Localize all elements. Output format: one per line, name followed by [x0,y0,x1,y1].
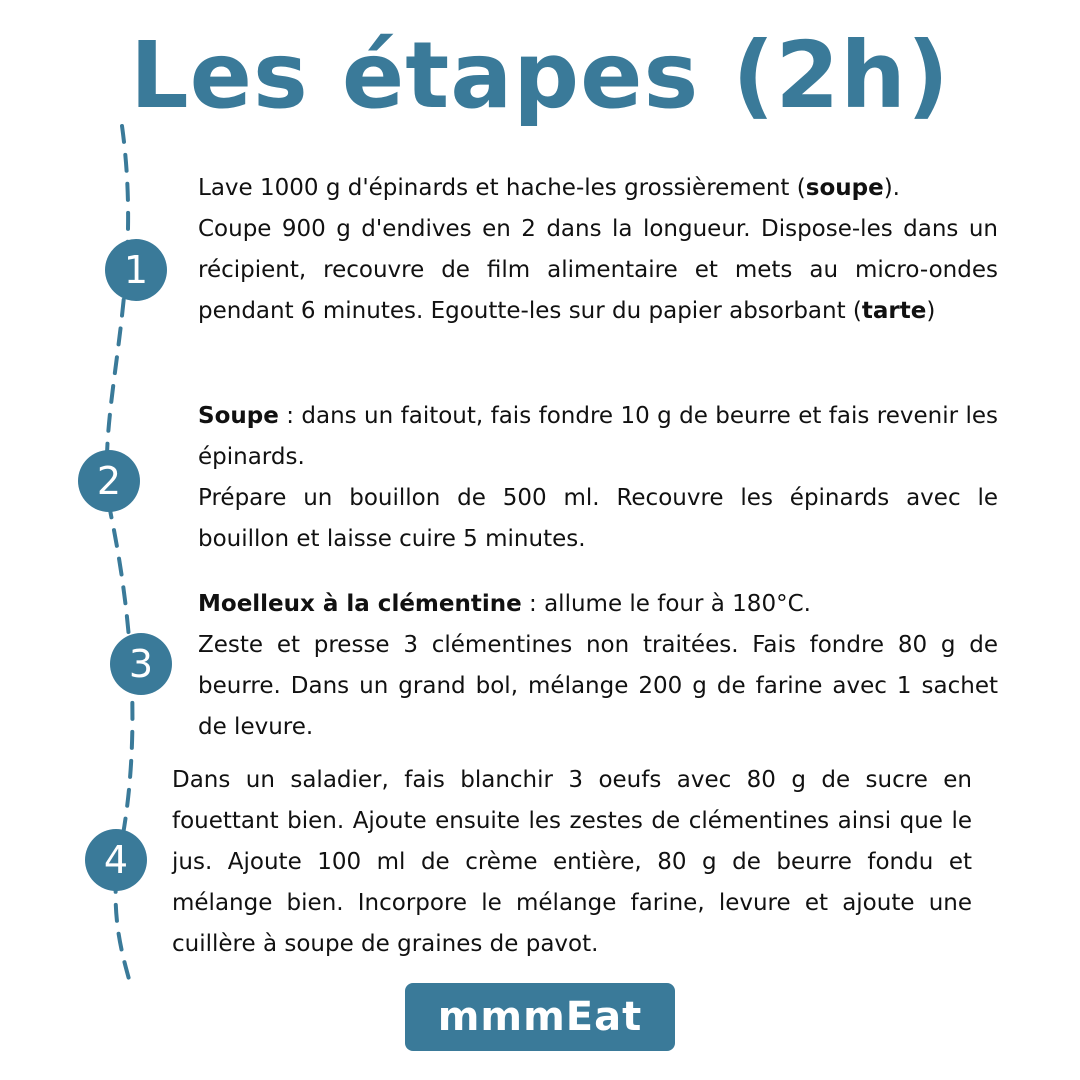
text-run: Coupe 900 g d'endives en 2 dans la longueur. Dispose-les dans un récipient, recouvre de film alimentaire et mets au micro-ondes pendant 6 minutes. Egoutte-les sur du papier absorbant ( [198,216,998,324]
text-run: : dans un faitout, fais fondre 10 g de beurre et fais revenir les épinards. [198,403,998,470]
step-4-text [172,760,972,965]
step-paragraph [198,396,998,478]
step-paragraph [198,478,998,560]
step-paragraph [198,625,998,748]
bold-keyword: Soupe [198,403,279,429]
text-run: Dans un saladier, fais blanchir 3 oeufs avec 80 g de sucre en fouettant bien. Ajoute ensuite les zestes de clémentines ainsi que le jus. Ajoute 100 ml de crème entière, 80 g de beurre fondu et mélange bien. Incorpore le mélange farine, levure et ajoute une cuillère à soupe de graines de pavot. [172,767,972,957]
step-2-badge: 2 [78,450,140,512]
bold-keyword: soupe [805,175,884,201]
text-run: : allume le four à 180°C. [521,591,811,617]
step-3-text [198,584,998,748]
text-run: Prépare un bouillon de 500 ml. Recouvre les épinards avec le bouillon et laisse cuire 5 minutes. [198,485,998,552]
step-paragraph [172,760,972,965]
step-paragraph [198,584,998,625]
step-3-badge: 3 [110,633,172,695]
bold-keyword: Moelleux à la clémentine [198,591,522,617]
step-4-badge: 4 [85,829,147,891]
step-1-badge: 1 [105,239,167,301]
text-run: Lave 1000 g d'épinards et hache-les grossièrement ( [198,175,806,201]
mmmeat-logo: mmmEat [405,983,675,1051]
step-2-text [198,396,998,560]
bold-keyword: tarte [861,298,927,324]
text-run: Zeste et presse 3 clémentines non traitées. Fais fondre 80 g de beurre. Dans un grand bol, mélange 200 g de farine avec 1 sachet de levure. [198,632,998,740]
text-run: ) [926,298,936,324]
step-1-text [198,168,998,332]
step-paragraph [198,209,998,332]
text-run: ). [883,175,900,201]
step-paragraph [198,168,998,209]
page-title: Les étapes (2h) [130,22,950,129]
